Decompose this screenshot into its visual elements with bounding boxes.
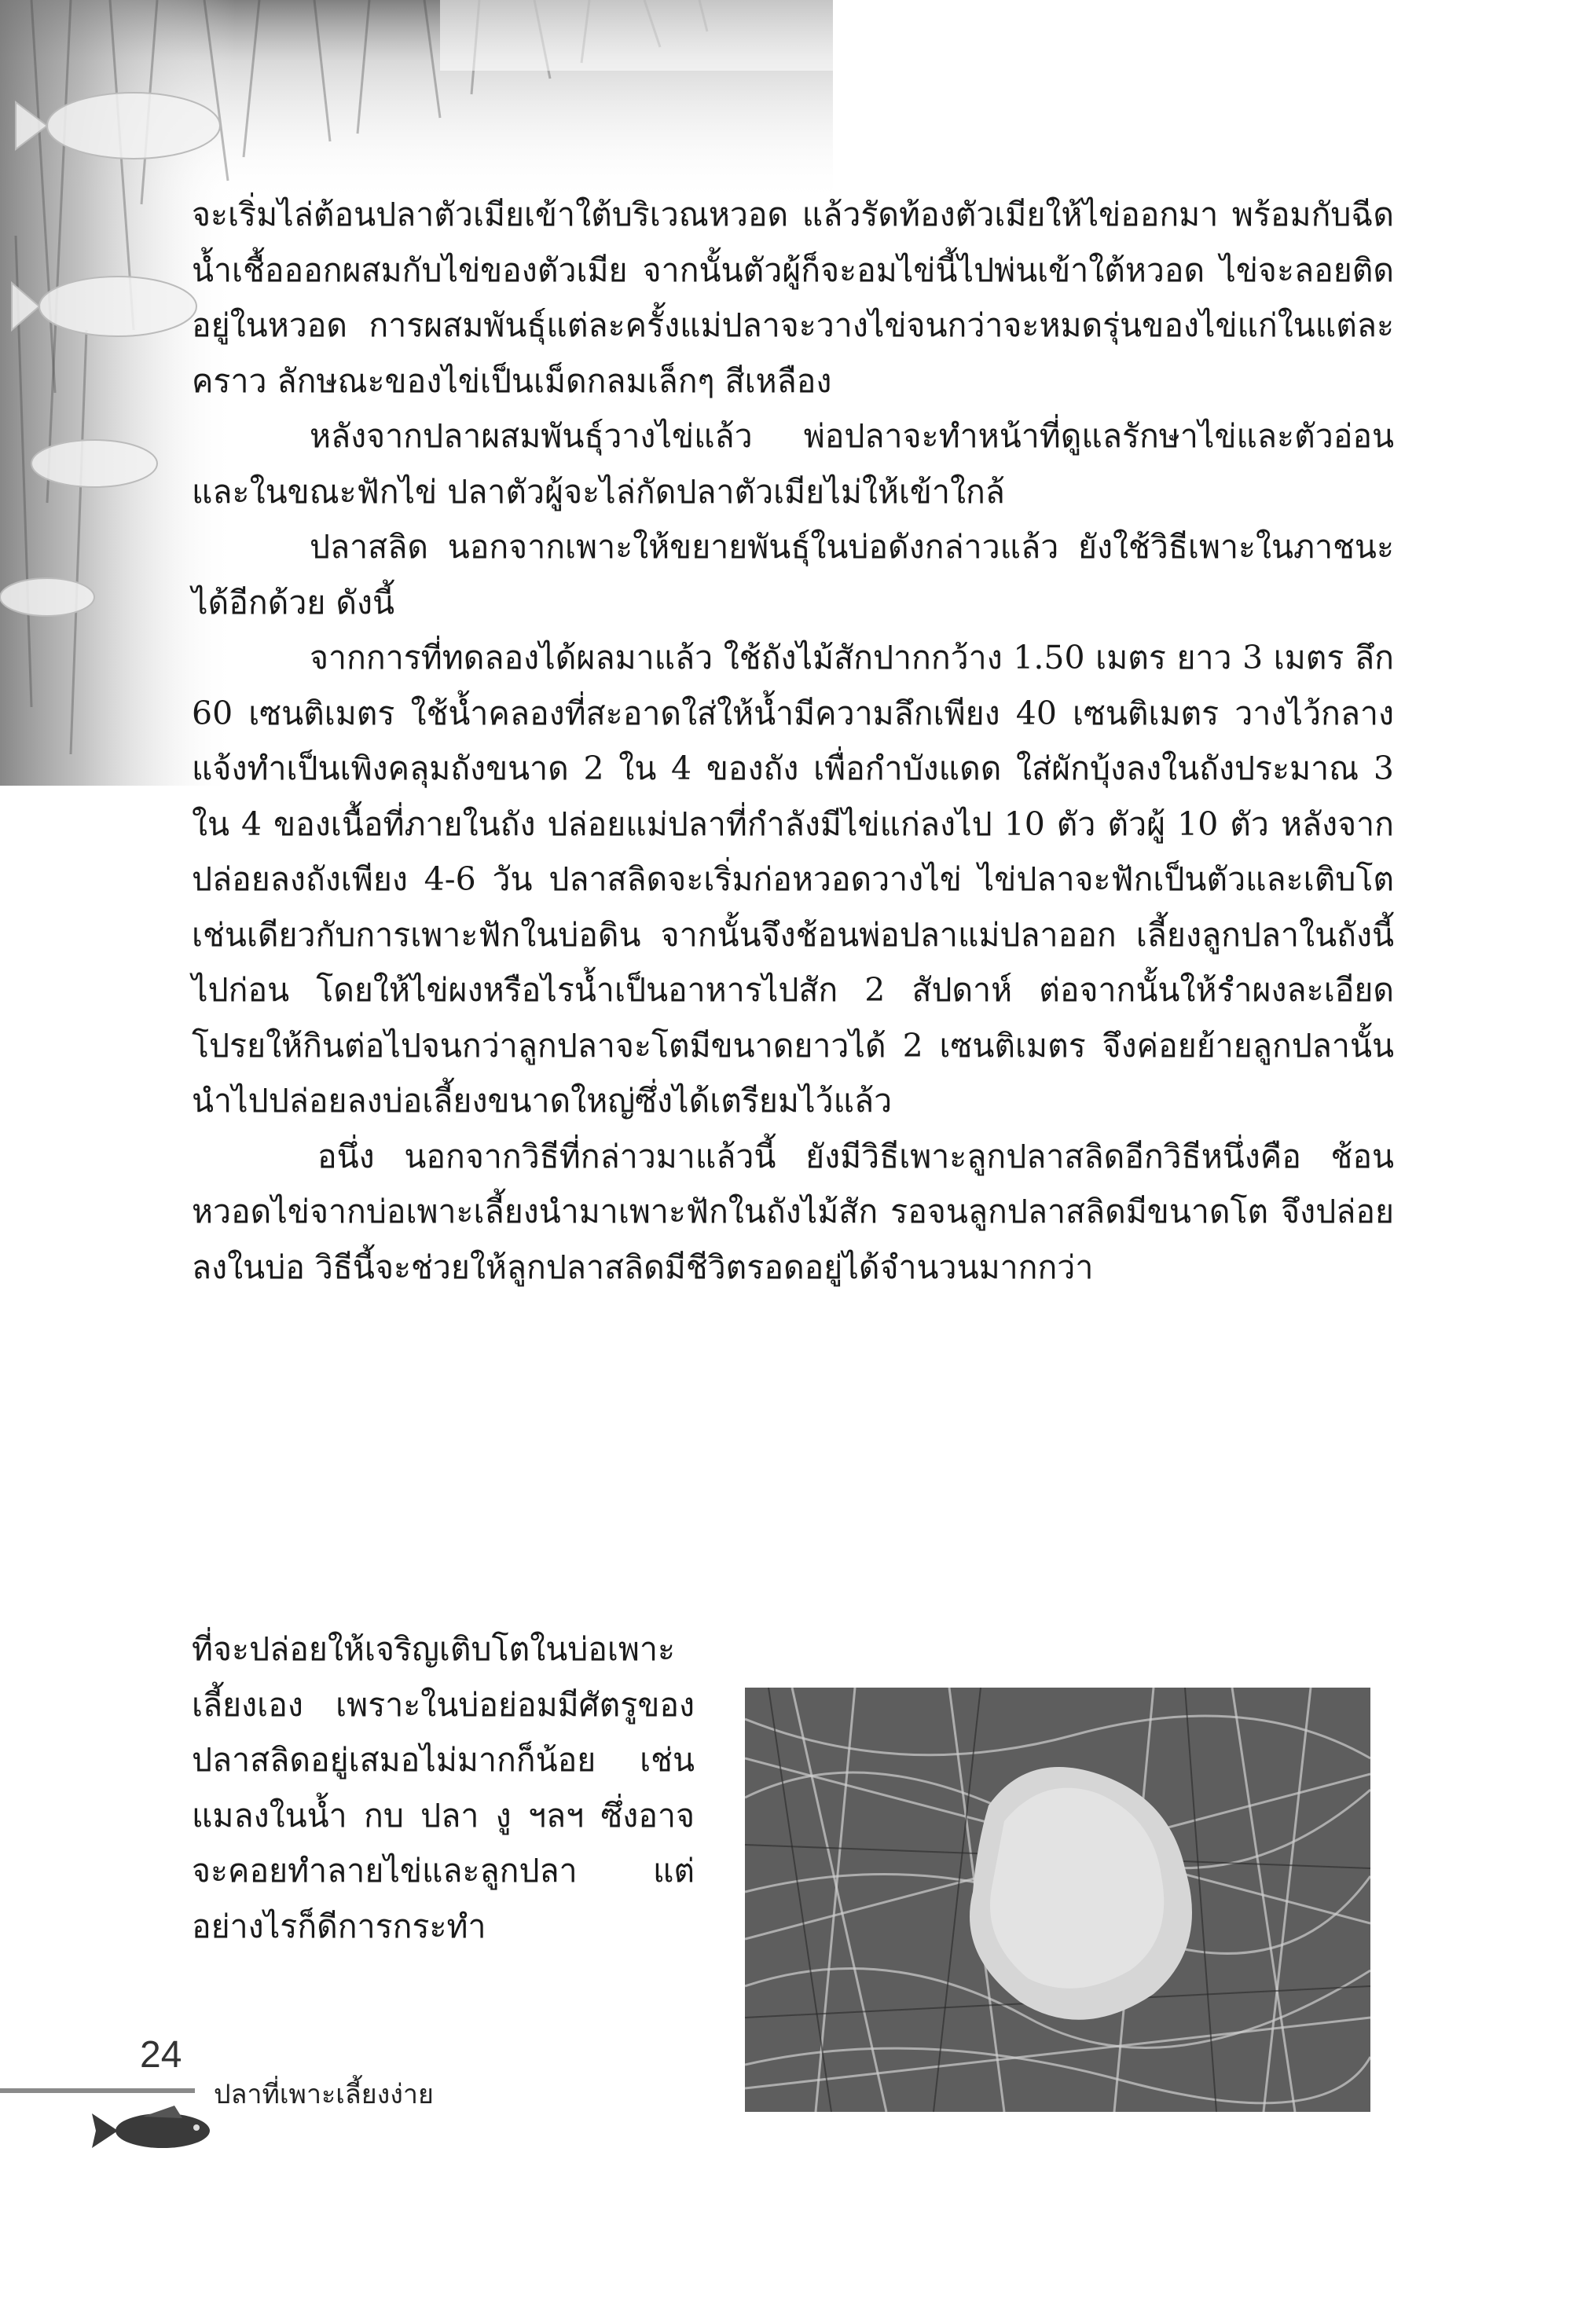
footer-divider — [0, 2088, 195, 2093]
page-number: 24 — [140, 2034, 182, 2076]
paragraph-alternative-method: อนึ่ง นอกจากวิธีที่กล่าวมาแล้วนี้ ยังมีวิธีเพาะลูกปลาสลิดอีกวิธีหนึ่งคือ ช้อนหวอดไข่จากบ่อเพาะเลี้ยงนำมาเพาะฟักในถังไม้สัก รอจนลูกปลาสลิดมีขนาดโต จึงปล่อยลงในบ่อ วิธีนี้จะช่วยให้ลูกปลาสลิดมีชีวิตรอดอยู่ได้จำนวนมากกว่า — [192, 1137, 1394, 1286]
fish-icon — [88, 2099, 222, 2162]
bubble-nest-photo — [745, 1688, 1370, 2112]
main-body-text — [192, 187, 1394, 1295]
paragraph-container-method-intro: ปลาสลิด นอกจากเพาะให้ขยายพันธุ์ในบ่อดังกล่าวแล้ว ยังใช้วิธีเพาะในภาชนะได้อีกด้วย ดังนี้ — [192, 528, 1394, 621]
paragraph-teak-tank-method: จากการที่ทดลองได้ผลมาแล้ว ใช้ถังไม้สักปากกว้าง 1.50 เมตร ยาว 3 เมตร ลึก 60 เซนติเมตร ใช้น้ำคลองที่สะอาดใส่ให้น้ำมีความลึกเพียง 40 เซนติเมตร วางไว้กลางแจ้งทำเป็นเพิงคลุมถังขนาด 2 ใน 4 ของถัง เพื่อกำบังแดด ใส่ผักบุ้งลงในถังประมาณ 3 ใน 4 ของเนื้อที่ภายในถัง ปล่อยแม่ปลาที่กำลังมีไข่แก่ลงไป 10 ตัว ตัวผู้ 10 ตัว หลังจากปล่อยลงถังเพียง 4-6 วัน ปลาสลิดจะเริ่มก่อหวอดวางไข่ ไข่ปลาจะฟักเป็นตัวและเติบโตเช่นเดียวกับการเพาะฟักในบ่อดิน จากนั้นจึงช้อนพ่อปลาแม่ปลาออก เลี้ยงลูกปลาในถังนี้ไปก่อน โดยให้ไข่ผงหรือไรน้ำเป็นอาหารไปสัก 2 สัปดาห์ ต่อจากนั้นให้รำผงละเอียดโปรยให้กินต่อไปจนกว่าลูกปลาจะโตมีขนาดยาวได้ 2 เซนติเมตร จึงค่อยย้ายลูกปลานั้นนำไปปล่อยลงบ่อเลี้ยงขนาดใหญ่ซึ่งได้เตรียมไว้แล้ว — [192, 639, 1394, 1120]
paragraph-spawning: จะเริ่มไล่ต้อนปลาตัวเมียเข้าใต้บริเวณหวอด แล้วรัดท้องตัวเมียให้ไข่ออกมา พร้อมกับฉีดน้ำเชื้อออกผสมกับไข่ของตัวเมีย จากนั้นตัวผู้ก็จะอมไข่นี้ไปพ่นเข้าใต้หวอด ไข่จะลอยติดอยู่ในหวอด การผสมพันธุ์แต่ละครั้งแม่ปลาจะวางไข่จนกว่าจะหมดรุ่นของไข่แก่ในแต่ละคราว ลักษณะของไข่เป็นเม็ดกลมเล็กๆ สีเหลือง — [192, 196, 1394, 400]
book-title: ปลาที่เพาะเลี้ยงง่าย — [214, 2080, 434, 2110]
wrapped-text-column — [192, 1622, 695, 1954]
paragraph-wrapped-continuation: ที่จะปล่อยให้เจริญเติบโตในบ่อเพาะเลี้ยงเอง เพราะในบ่อย่อมมีศัตรูของปลาสลิดอยู่เสมอไม่มากก็น้อย เช่น แมลงในน้ำ กบ ปลา งู ฯลฯ ซึ่งอาจจะคอยทำลายไข่และลูกปลา แต่อย่างไรก็ดีการกระทำ — [192, 1630, 695, 1945]
paragraph-after-spawning: หลังจากปลาผสมพันธุ์วางไข่แล้ว พ่อปลาจะทำหน้าที่ดูแลรักษาไข่และตัวอ่อน และในขณะฟักไข่ ปลาตัวผู้จะไล่กัดปลาตัวเมียไม่ให้เข้าใกล้ — [192, 417, 1394, 511]
